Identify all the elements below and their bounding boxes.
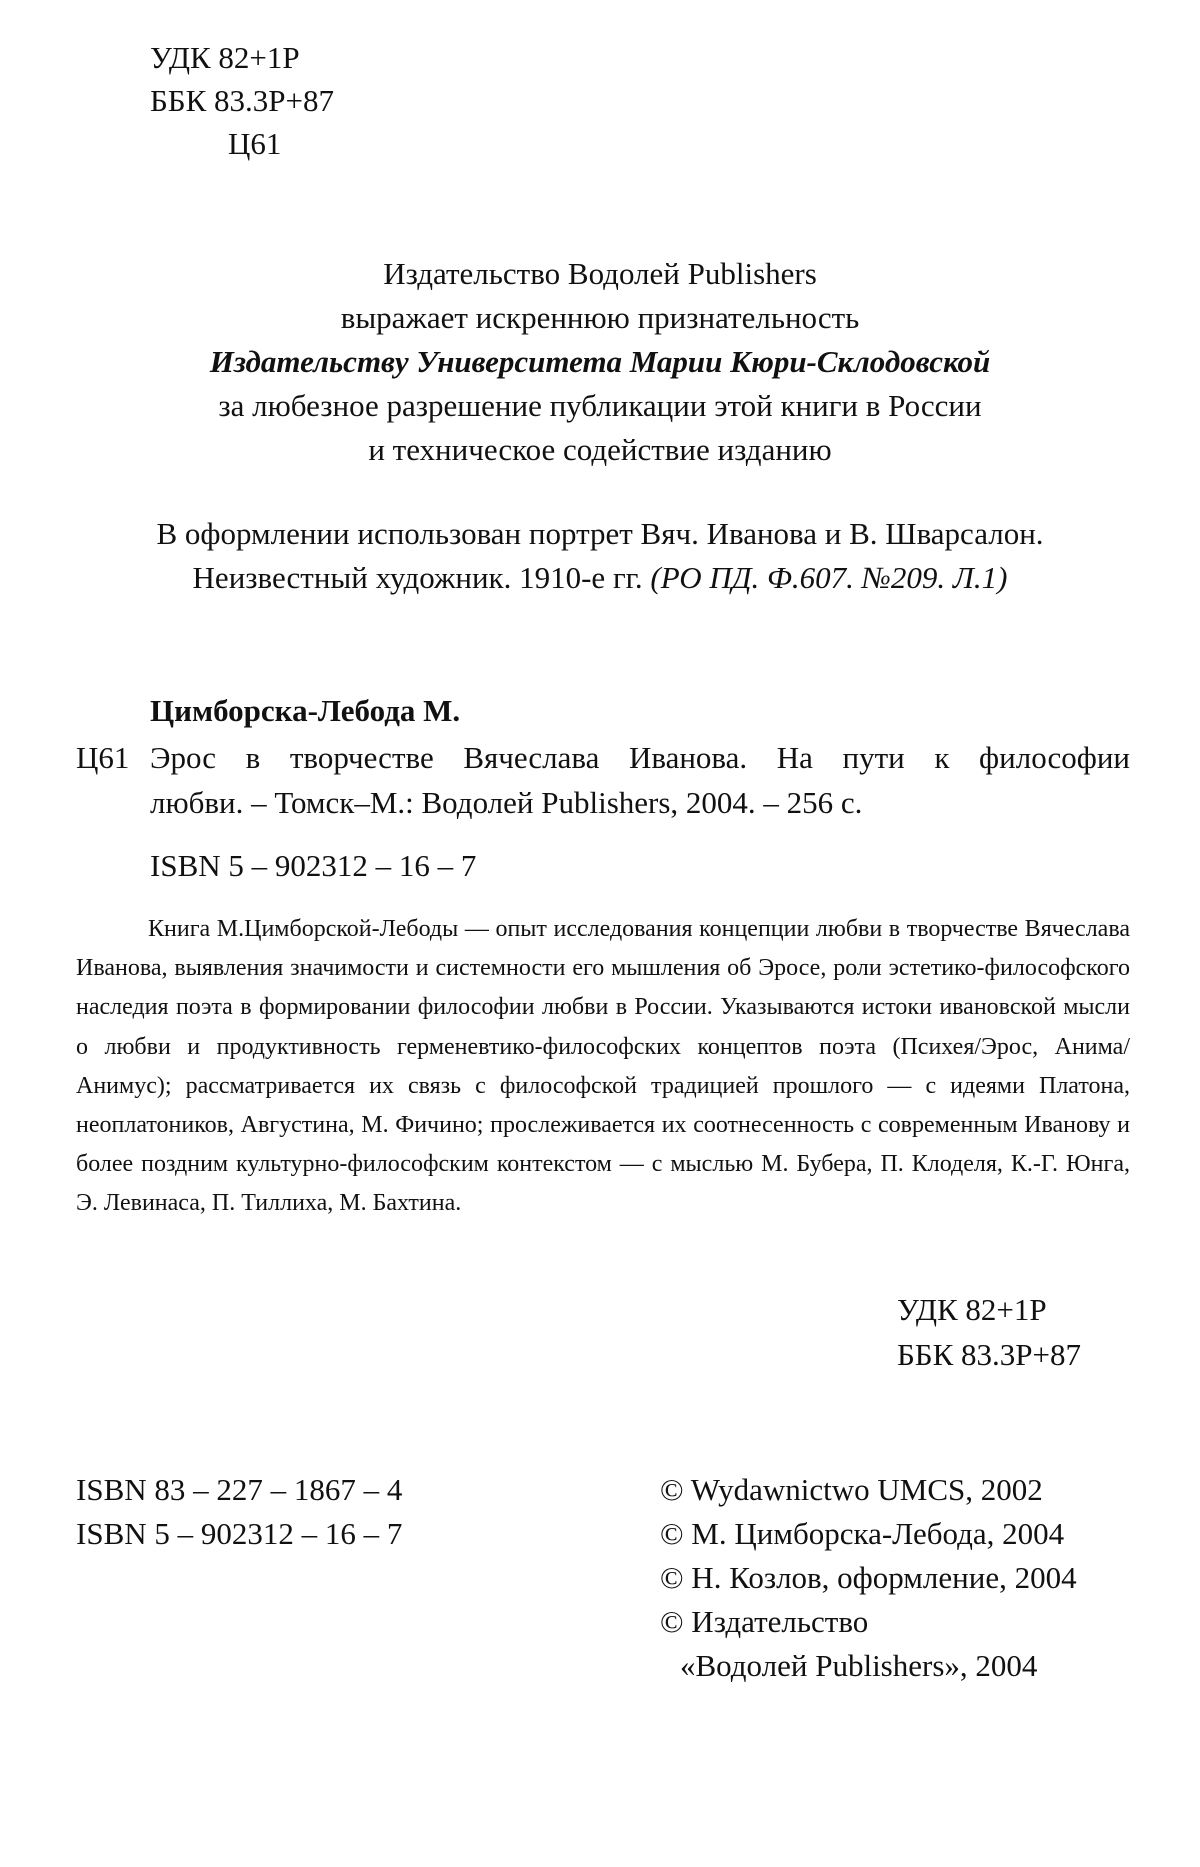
isbn-line: ISBN 83 – 227 – 1867 – 4 — [76, 1472, 403, 1507]
bbk-code-right: ББК 83.3Р+87 — [897, 1337, 1082, 1372]
annotation-paragraph: Книга М.Цимборской-Лебоды — опыт исследования концепции любви в творчестве Вячеслава Иванова, выявления значимости и системности его мышления об Эросе, роли эстетико-философского наследия поэта в формировании философии любви в России. Указываются истоки ивановской мысли о любви и продуктивность герменевтико-философских концептов поэта (Психея/Эрос, Анима/Анимус); рассматривается их связь с философской традицией прошлого — с идеями Платона, неоплатоников, Августина, М. Фичино; прослеживается их соотнесенность с современным Иванову и более поздним культурно-философским контекстом — с мыслью М. Бубера, П. Клоделя, К.-Г. Юнга, Э. Левинаса, П. Тиллиха, М. Бахтина. — [76, 916, 1130, 1217]
copyright-line: «Водолей Publishers», 2004 — [680, 1648, 1038, 1683]
isbn-line: ISBN 5 – 902312 – 16 – 7 — [76, 1516, 403, 1551]
portrait-note-archive-ref: (РО ПД. Ф.607. №209. Л.1) — [650, 560, 1008, 595]
copyright-list — [660, 1468, 1077, 1688]
portrait-note — [70, 512, 1130, 600]
entry-cutter: Ц61 — [76, 740, 130, 775]
ack-line-4: за любезное разрешение публикации этой книги в России — [218, 388, 982, 423]
ack-publisher-name: Издательству Университета Марии Кюри-Склодовской — [209, 344, 991, 379]
portrait-note-line-1: В оформлении использован портрет Вяч. Иванова и В. Шварсалон. — [156, 516, 1044, 551]
ack-line-2: выражает искреннюю признательность — [340, 300, 860, 335]
bbk-code: ББК 83.3Р+87 — [150, 83, 335, 118]
entry-title-line-2: любви. – Томск–М.: Водолей Publishers, 2004. – 256 с. — [150, 785, 863, 820]
copyright-line: © Издательство — [660, 1604, 869, 1639]
copyright-line: © М. Цимборска-Лебода, 2004 — [660, 1516, 1065, 1551]
entry-title-line-1: Эрос в творчестве Вячеслава Иванова. На пути к философии — [150, 740, 1130, 775]
ack-line-5: и техническое содействие изданию — [368, 432, 832, 467]
acknowledgment-block — [110, 252, 1090, 472]
udk-code-right: УДК 82+1Р — [897, 1292, 1047, 1327]
portrait-note-artist: Неизвестный художник. 1910-е гг. — [192, 560, 643, 595]
cutter-code: Ц61 — [228, 126, 282, 161]
copyright-line: © Wydawnictwo UMCS, 2002 — [660, 1472, 1043, 1507]
copyright-line: © Н. Козлов, оформление, 2004 — [660, 1560, 1077, 1595]
entry-author: Цимборска-Лебода М. — [150, 693, 461, 728]
isbn-list — [76, 1468, 402, 1556]
entry-isbn: ISBN 5 – 902312 – 16 – 7 — [150, 848, 477, 883]
ack-line-1: Издательство Водолей Publishers — [383, 256, 817, 291]
portrait-note-line-2 — [70, 556, 1130, 600]
udk-code: УДК 82+1Р — [150, 40, 300, 75]
